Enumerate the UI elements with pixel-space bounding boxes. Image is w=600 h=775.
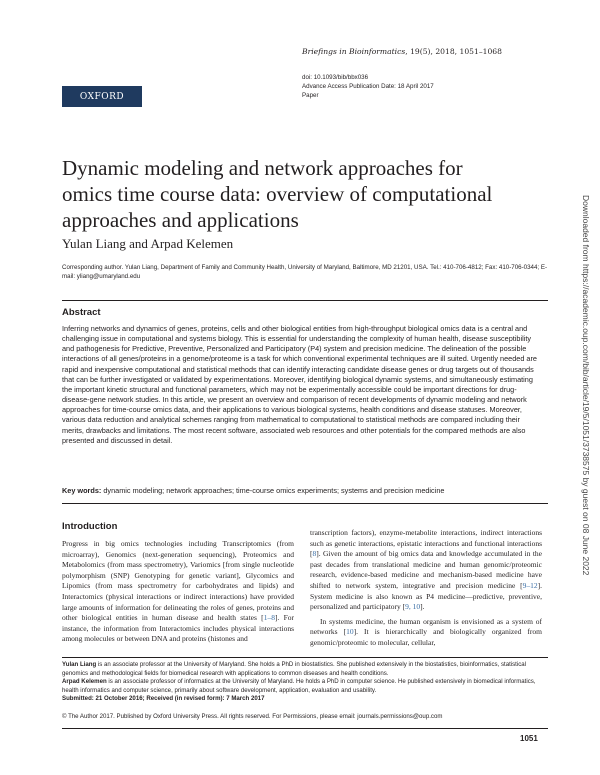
- oxford-logo-text: OXFORD: [79, 91, 125, 102]
- intro-paragraph-1: [62, 539, 294, 645]
- doi[interactable]: doi: 10.1093/bib/bbx036: [302, 74, 369, 81]
- abstract-top-rule: [62, 300, 548, 301]
- authors: Yulan Liang and Arpad Kelemen: [62, 236, 234, 251]
- keywords-label: Key words:: [62, 486, 102, 495]
- intro-text: ]. For instance, the information from Interactomics includes physical interactions among molecules or between DNA and proteins (histones and: [62, 613, 294, 644]
- oxford-logo: [62, 86, 142, 107]
- abstract-heading: Abstract: [62, 307, 101, 318]
- intro-text: Progress in big omics technologies including Transcriptomics (from microarray), Genomics (next-generation sequencing), Proteomics and Metabolomics (from mass spectrometry), Variomics [from single nucleotide polymorphism (SNP) Genotyping for genetic variant], Glycomics and Lipomics (from mass spectrometry for carbohydrates and lipids) and Interactomics (physical interactions or indirect interactions) have provided large amounts of information for delineating the roles of genes, proteins and other biological entities in human disease and health states [: [62, 539, 294, 623]
- corresponding-author: Corresponding author. Yulan Liang, Department of Family and Community Health, University of Maryland, Baltimore, MD 21201, USA. Tel.: 410-706-4812; Fax: 410-706-0344; E-mail: yliang@umaryland.edu: [62, 264, 548, 280]
- intro-text: transcription factors), enzyme-metabolite interactions, indirect interactions such as genetic interactions, epistatic interactions and functional interactions [: [310, 528, 542, 559]
- article-metadata: [302, 74, 434, 100]
- keywords-text: dynamic modeling; network approaches; time-course omics experiments; systems and precision medicine: [101, 486, 445, 495]
- submission-text: Submitted: 21 October 2016; Received (in revised form): 7 March 2017: [62, 695, 265, 702]
- journal-volume-pages: , 19(5), 2018, 1051–1068: [405, 47, 502, 56]
- footnote-rule: [62, 657, 548, 658]
- citation-link[interactable]: 9, 10: [405, 602, 421, 612]
- intro-paragraph-2: [310, 617, 542, 649]
- intro-text: ]. It is hierarchically and biologically organized from genomic/proteomic to molecular, cellular,: [310, 627, 542, 647]
- kelemen-bio: [62, 678, 548, 695]
- advance-access-date: Advance Access Publication Date: 18 April 2017: [302, 82, 434, 90]
- journal-citation: [302, 47, 502, 56]
- download-watermark: Downloaded from https://academic.oup.com/bib/article/19/5/1051/3738575 by guest on 08 June 2022: [581, 195, 591, 576]
- author-name: Arpad Kelemen: [62, 678, 107, 685]
- abstract-text: Inferring networks and dynamics of genes, proteins, cells and other biological entities from high-throughput biological omics data is a central and challenging issue in computational and systems biology. This is essential for understanding the complexity of human health, disease susceptibility and pathogenesis for Predictive, Preventive, Personalized and Participatory (P4) system and precision medicine. The delineation of the possible interactions of all genes/proteins in a genome/proteome is a task for which conventional experimental techniques are ill suited. Urgently needed are rapid and inexpensive computational and statistical methods that can identify interacting candidate disease genes or drug targets out of thousands that can be further investigated or validated by experimentations. Moreover, identifying biological dynamic systems, and simultaneously estimating the important kinetic structural and functional parameters, which may not be experimentally accessible could be important directions for drug-disease-gene network studies. In this article, we present an overview and comparison of recent developments of dynamic modeling and network approaches for time-course omics data, and their applications to various biological systems, health conditions and disease statuses. Moreover, various data reduction and analytical schemes ranging from mathematical to computational to statistical methods are compared including their merits, drawbacks and limitations. The most recent software, associated web resources and other potentials for the compared methods are also presented and discussed in detail.: [62, 324, 537, 445]
- copyright-notice: © The Author 2017. Published by Oxford University Press. All rights reserved. For Permissions, please email: journals.permissions@oup.com: [62, 713, 443, 720]
- citation-link[interactable]: 10: [346, 627, 354, 637]
- journal-name: Briefings in Bioinformatics: [302, 47, 406, 56]
- intro-text: ]. Given the amount of big omics data and knowledge accumulated in the past decades from translational medicine and human genomic/proteomic research, evidence-based medicine and mechanism-based medicine have shifted to network system, integrative and precision medicine [: [310, 549, 542, 590]
- introduction-right-column: [310, 528, 542, 649]
- citation-link[interactable]: 9–12: [522, 580, 538, 590]
- introduction-heading: Introduction: [62, 521, 118, 532]
- abstract-bottom-rule: [62, 503, 548, 504]
- intro-text: In systems medicine, the human organism is envisioned as a system of networks [: [310, 616, 542, 637]
- article-title: Dynamic modeling and network approaches for omics time course data: overview of computational approaches and applications: [62, 156, 493, 232]
- intro-text: ]. System medicine is also known as P4 medicine—predictive, preventive, personalized and participatory [: [310, 580, 542, 612]
- page-bottom-rule: [62, 728, 548, 729]
- submission-dates: [62, 695, 548, 704]
- liang-bio: [62, 661, 548, 678]
- author-footnotes: [62, 661, 548, 704]
- intro-paragraph-1-cont: [310, 528, 542, 613]
- article-type: Paper: [302, 91, 319, 99]
- author-bio: is an associate professor at the University of Maryland. She holds a PhD in biostatistics. She published extensively in the biostatistics, bioinformatics, statistical genomics and methodological fields for biomedical research with applications to common diseases and health conditions.: [62, 661, 527, 677]
- intro-text: ].: [420, 602, 425, 612]
- introduction-left-column: [62, 539, 294, 645]
- author-name: Yulan Liang: [62, 661, 97, 668]
- author-bio: is an associate professor of informatics at the University of Maryland. He holds a PhD in computer science. He published extensively in biomedical informatics, health informatics and computer science, primarily about software development, application, evaluation and usability.: [62, 678, 536, 694]
- citation-link[interactable]: 8: [312, 549, 317, 559]
- keywords: [62, 486, 542, 495]
- citation-link[interactable]: 1–8: [263, 613, 275, 623]
- page-number: 1051: [520, 734, 538, 743]
